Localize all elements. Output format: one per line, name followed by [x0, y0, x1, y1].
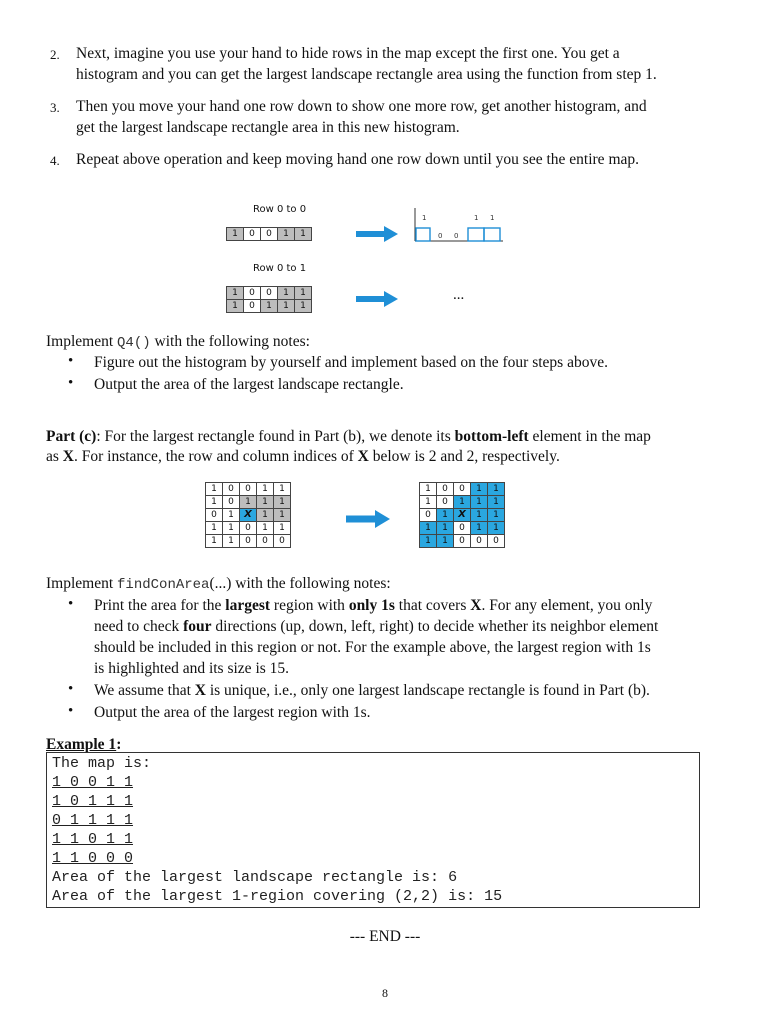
bullet-icon: •: [68, 703, 74, 719]
grid-cell: 1: [240, 496, 257, 509]
partc-label: Part (c): [46, 428, 97, 445]
grid-cell: 0: [240, 535, 257, 548]
text-bold: X: [470, 597, 482, 614]
text: Implement: [46, 575, 118, 592]
grid-cell: 1: [206, 496, 223, 509]
grid-cell: 1: [488, 509, 505, 522]
text: is unique, i.e., only one largest landscape rectangle is found in Part (b).: [205, 682, 650, 699]
fig1-label-row0: Row 0 to 0: [253, 204, 307, 215]
grid-cell: 1: [206, 522, 223, 535]
grid-cell: 1: [227, 228, 244, 241]
histogram-bar: [416, 228, 430, 241]
text: :: [116, 736, 122, 753]
findcon-bullet-1-line1: [94, 596, 652, 616]
grid-cell: 1: [437, 522, 454, 535]
findcon-intro: [46, 574, 391, 595]
step-text: get the largest landscape rectangle area in this new histogram.: [76, 119, 460, 136]
fig2-grid-left: [205, 482, 291, 548]
code-line: Area of the largest 1-region covering (2,2) is: 15: [52, 888, 503, 905]
page-number: 8: [382, 986, 388, 1000]
step-number: 2.: [50, 47, 60, 62]
step-text: Next, imagine you use your hand to hide rows in the map except the first one. You get a: [76, 45, 620, 62]
code-line: 1 1 0 1 1: [52, 831, 134, 848]
grid-cell: 0: [244, 228, 261, 241]
findcon-bullet-1-line4: is highlighted and its size is 15.: [94, 660, 290, 677]
grid-cell: 0: [244, 300, 261, 313]
grid-cell: 1: [274, 509, 291, 522]
text-bold: only 1s: [348, 597, 395, 614]
grid-cell: 1: [278, 300, 295, 313]
grid-cell: 0: [454, 483, 471, 496]
grid-cell: 1: [274, 483, 291, 496]
grid-cell: 0: [223, 483, 240, 496]
findcon-bullet-3: Output the area of the largest region with 1s.: [94, 704, 371, 721]
text-bold: X: [194, 682, 206, 699]
grid-cell: 0: [454, 522, 471, 535]
fig1-grid-a: [226, 227, 312, 241]
grid-cell: 1: [420, 535, 437, 548]
code-line: 0 1 1 1 1: [52, 812, 134, 829]
end-marker: --- END ---: [349, 928, 421, 945]
fig2-grid-right: [419, 482, 505, 548]
grid-cell: 0: [261, 228, 278, 241]
code-line: 1 0 0 1 1: [52, 774, 134, 791]
text: : For the largest rectangle found in Part (b), we denote its: [96, 428, 455, 445]
grid-cell: 1: [454, 496, 471, 509]
grid-cell: 1: [227, 287, 244, 300]
grid-cell: 1: [420, 522, 437, 535]
histogram-label: 0: [454, 232, 459, 240]
histogram-bar: [468, 228, 484, 241]
text: directions (up, down, left, right) to decide whether its neighbor element: [211, 618, 659, 635]
code-line: 1 0 1 1 1: [52, 793, 134, 810]
partc-line1: [46, 427, 651, 447]
findcon-bullet-2: [94, 681, 650, 701]
grid-cell: 1: [206, 535, 223, 548]
grid-cell: 1: [274, 496, 291, 509]
text: We assume that: [94, 682, 195, 699]
text: region with: [270, 597, 349, 614]
step-text: histogram and you can get the largest landscape rectangle area using the function from step 1.: [76, 66, 657, 83]
bullet-icon: •: [68, 375, 74, 391]
grid-cell: 1: [437, 535, 454, 548]
text: as: [46, 448, 63, 465]
grid-cell: 1: [488, 483, 505, 496]
text: below is 2 and 2, respectively.: [368, 448, 560, 465]
histogram-label: 1: [474, 214, 479, 222]
findcon-bullet-1-line2: [94, 617, 658, 637]
grid-cell: 0: [454, 535, 471, 548]
grid-cell: 0: [240, 483, 257, 496]
grid-cell: 1: [488, 496, 505, 509]
text-bold: largest: [225, 597, 271, 614]
grid-cell: 1: [257, 483, 274, 496]
text-bold: X: [357, 448, 369, 465]
bullet-icon: •: [68, 353, 74, 369]
partc-line2: [46, 447, 560, 467]
step-number: 3.: [50, 100, 60, 115]
fig1-label-row01: Row 0 to 1: [253, 263, 307, 274]
grid-cell: 1: [437, 509, 454, 522]
grid-cell: 1: [257, 496, 274, 509]
grid-cell: 1: [295, 228, 312, 241]
text: . For instance, the row and column indices of: [74, 448, 358, 465]
grid-cell: 1: [420, 483, 437, 496]
grid-cell: 1: [223, 522, 240, 535]
bullet-icon: •: [68, 596, 74, 612]
histogram-label: 1: [490, 214, 495, 222]
histogram-label: 0: [438, 232, 443, 240]
example-title-text: Example 1: [46, 736, 117, 753]
grid-cell: 1: [471, 522, 488, 535]
grid-cell: 0: [223, 496, 240, 509]
findcon-function-name: findConArea: [117, 577, 210, 593]
grid-cell: 0: [437, 496, 454, 509]
findcon-bullet-1-line3: should be included in this region or not. For the example above, the largest region with 1s: [94, 639, 651, 656]
q4-intro: [46, 332, 310, 353]
grid-cell: 1: [471, 509, 488, 522]
q4-intro-text: Implement: [46, 333, 118, 350]
histogram-bar: [484, 228, 500, 241]
grid-cell: 1: [261, 300, 278, 313]
q4-intro-text: with the following notes:: [150, 333, 310, 350]
fig1-histogram: [414, 206, 504, 242]
grid-cell: 0: [257, 535, 274, 548]
fig1-grid-b: [226, 286, 312, 313]
grid-cell: 0: [244, 287, 261, 300]
code-line: 1 1 0 0 0: [52, 850, 134, 867]
grid-cell: 1: [471, 483, 488, 496]
step-text: Repeat above operation and keep moving hand one row down until you see the entire map.: [76, 151, 640, 168]
grid-cell: 1: [257, 522, 274, 535]
grid-cell: 1: [471, 496, 488, 509]
grid-cell: 0: [274, 535, 291, 548]
text: need to check: [94, 618, 184, 635]
bullet-icon: •: [68, 681, 74, 697]
text-bold: X: [62, 448, 74, 465]
grid-cell: 1: [227, 300, 244, 313]
text: Print the area for the: [94, 597, 226, 614]
q4-bullet: Figure out the histogram by yourself and implement based on the four steps above.: [94, 354, 608, 371]
histogram-label: 1: [422, 214, 427, 222]
grid-cell: 1: [295, 287, 312, 300]
grid-cell: 1: [488, 522, 505, 535]
grid-cell-x: X: [240, 509, 257, 522]
q4-bullet: Output the area of the largest landscape rectangle.: [94, 376, 404, 393]
grid-cell: 1: [223, 509, 240, 522]
text-bold: four: [183, 618, 212, 635]
grid-cell: 0: [206, 509, 223, 522]
right-arrow-icon: [356, 226, 398, 242]
code-line: The map is:: [52, 755, 152, 772]
grid-cell: 1: [278, 228, 295, 241]
grid-cell: 0: [488, 535, 505, 548]
grid-cell: 1: [278, 287, 295, 300]
grid-cell: 0: [437, 483, 454, 496]
step-text: Then you move your hand one row down to show one more row, get another histogram, and: [76, 98, 647, 115]
example-output-box: [46, 752, 700, 908]
grid-cell: 0: [471, 535, 488, 548]
text: . For any element, you only: [481, 597, 653, 614]
grid-cell: 1: [206, 483, 223, 496]
text: element in the map: [528, 428, 651, 445]
q4-function-name: Q4(): [117, 335, 151, 351]
grid-cell: 1: [420, 496, 437, 509]
grid-cell: 1: [274, 522, 291, 535]
grid-cell-x: X: [454, 509, 471, 522]
right-arrow-icon: [346, 510, 390, 528]
grid-cell: 1: [295, 300, 312, 313]
text: that covers: [394, 597, 471, 614]
text: (...) with the following notes:: [209, 575, 391, 592]
code-line: Area of the largest landscape rectangle is: 6: [52, 869, 458, 886]
ellipsis: ...: [453, 287, 465, 303]
text-bold: bottom-left: [454, 428, 529, 445]
grid-cell: 1: [223, 535, 240, 548]
grid-cell: 0: [261, 287, 278, 300]
step-number: 4.: [50, 153, 60, 168]
grid-cell: 0: [420, 509, 437, 522]
grid-cell: 1: [257, 509, 274, 522]
right-arrow-icon: [356, 291, 398, 307]
grid-cell: 0: [240, 522, 257, 535]
